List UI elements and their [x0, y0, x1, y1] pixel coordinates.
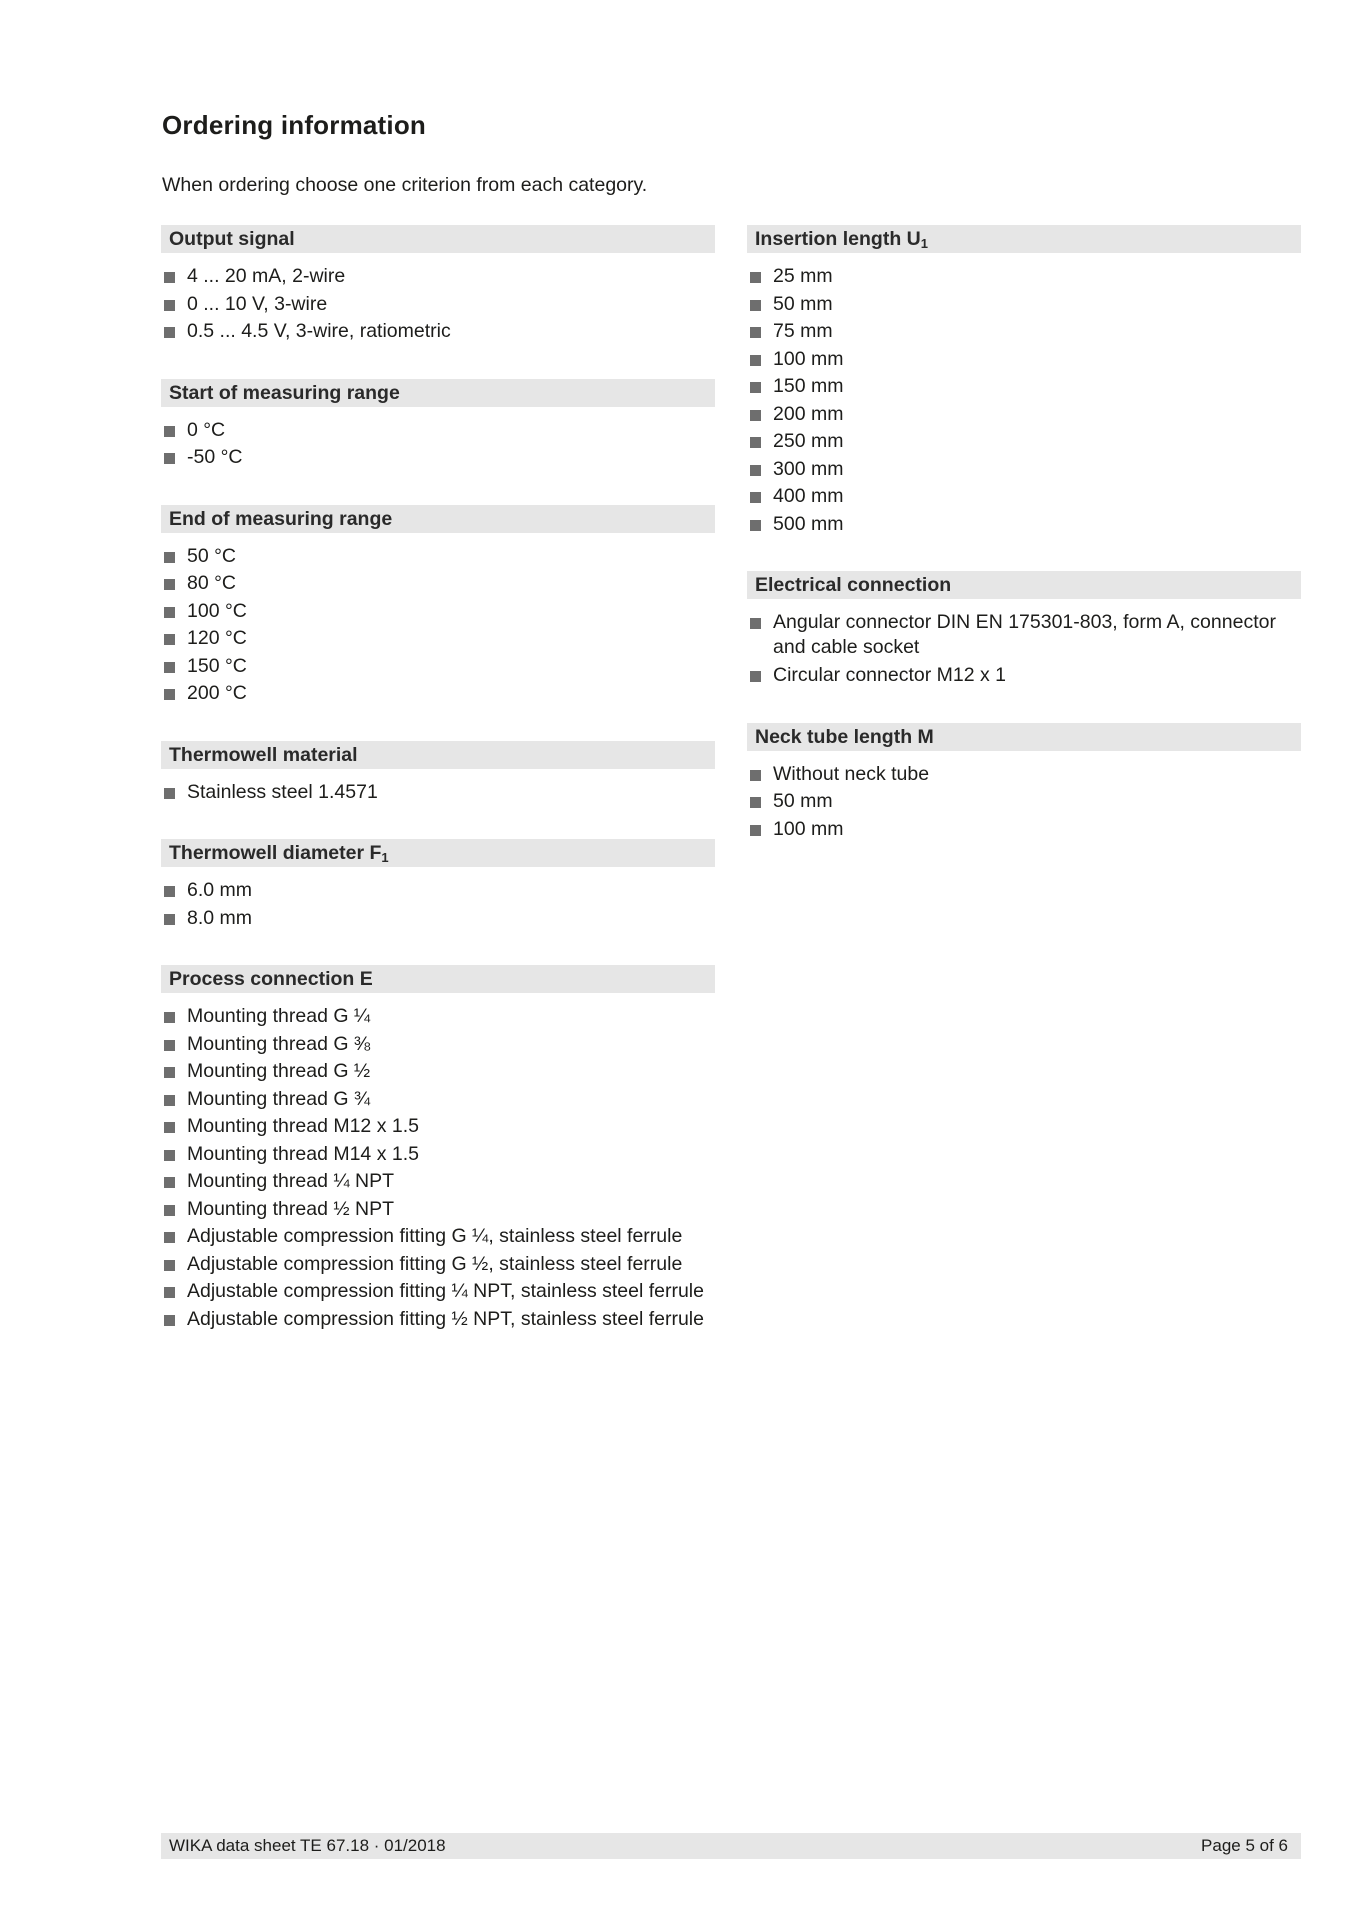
list-item-text: Mounting thread G ¼ [187, 1005, 371, 1027]
section-heading: Start of measuring range [161, 379, 715, 407]
square-bullet-icon [750, 825, 761, 836]
list-item [161, 1306, 715, 1334]
section-insertion-length [747, 225, 1301, 538]
list-item-text: Stainless steel 1.4571 [187, 780, 378, 803]
list-item [161, 291, 715, 319]
list-item [161, 877, 715, 905]
list-item-text: Angular connector DIN EN 175301-803, form A, connector and cable socket [773, 611, 1276, 658]
list-item-text: 100 mm [773, 817, 844, 840]
section-thermowell-material [161, 741, 715, 807]
list-item-text: 300 mm [773, 457, 844, 480]
section-heading: Thermowell material [161, 741, 715, 769]
left-column [161, 225, 715, 1333]
list-item [747, 816, 1301, 844]
list-item [747, 511, 1301, 539]
list-item-text: Adjustable compression fitting G ¼, stainless steel ferrule [187, 1225, 683, 1247]
section-output-signal [161, 225, 715, 346]
list-item [747, 263, 1301, 291]
square-bullet-icon [164, 886, 175, 897]
square-bullet-icon [164, 1150, 175, 1161]
square-bullet-icon [750, 770, 761, 781]
section-heading: Process connection E [161, 965, 715, 993]
option-list [161, 877, 715, 932]
list-item-text: Circular connector M12 x 1 [773, 664, 1007, 686]
heading-subscript: 1 [381, 850, 389, 865]
list-item-text: 25 mm [773, 265, 833, 287]
list-item [747, 483, 1301, 511]
square-bullet-icon [750, 437, 761, 448]
square-bullet-icon [164, 1122, 175, 1133]
list-item [161, 543, 715, 571]
list-item [747, 346, 1301, 374]
square-bullet-icon [750, 492, 761, 503]
square-bullet-icon [164, 1205, 175, 1216]
option-list [161, 1003, 715, 1333]
list-item [161, 1086, 715, 1114]
option-list [747, 263, 1301, 538]
square-bullet-icon [750, 272, 761, 283]
square-bullet-icon [750, 355, 761, 366]
list-item-text: 500 mm [773, 512, 844, 535]
option-list [161, 543, 715, 708]
list-item [161, 1251, 715, 1279]
square-bullet-icon [164, 272, 175, 283]
footer-page-number: Page 5 of 6 [1201, 1836, 1288, 1855]
list-item-text: 6.0 mm [187, 879, 253, 901]
square-bullet-icon [164, 453, 175, 464]
list-item-text: 50 mm [773, 292, 833, 315]
list-item [161, 263, 715, 291]
list-item [747, 428, 1301, 456]
list-item-text: 50 °C [187, 544, 236, 567]
list-item-text: 0.5 ... 4.5 V, 3-wire, ratiometric [187, 320, 451, 342]
section-heading [161, 839, 715, 867]
square-bullet-icon [164, 1315, 175, 1326]
section-start-of-measuring-range [161, 379, 715, 472]
list-item [161, 1223, 715, 1251]
list-item-text: Mounting thread M14 x 1.5 [187, 1142, 419, 1165]
list-item-text: 200 mm [773, 402, 844, 425]
list-item-text: Mounting thread G ⅜ [187, 1032, 371, 1055]
list-item-text: Mounting thread G ¾ [187, 1087, 371, 1110]
square-bullet-icon [750, 618, 761, 629]
list-item [747, 291, 1301, 319]
square-bullet-icon [164, 1177, 175, 1188]
list-item [161, 1113, 715, 1141]
square-bullet-icon [750, 797, 761, 808]
square-bullet-icon [750, 300, 761, 311]
list-item-text: 0 °C [187, 418, 226, 441]
section-heading [747, 225, 1301, 253]
list-item-text: 8.0 mm [187, 906, 253, 929]
list-item [747, 761, 1301, 789]
list-item-text: 400 mm [773, 485, 844, 507]
square-bullet-icon [164, 1232, 175, 1243]
list-item [161, 570, 715, 598]
square-bullet-icon [750, 465, 761, 476]
list-item-text: 250 mm [773, 430, 844, 452]
square-bullet-icon [164, 788, 175, 799]
square-bullet-icon [164, 327, 175, 338]
list-item [161, 1196, 715, 1224]
list-item [161, 598, 715, 626]
list-item [161, 417, 715, 445]
list-item-text: 75 mm [773, 320, 833, 342]
section-thermowell-diameter [161, 839, 715, 932]
section-heading-text: Thermowell diameter F [169, 842, 382, 864]
list-item-text: Mounting thread G ½ [187, 1060, 371, 1082]
section-heading: Output signal [161, 225, 715, 253]
section-heading: Neck tube length M [747, 723, 1301, 751]
list-item-text: 4 ... 20 mA, 2-wire [187, 265, 346, 287]
square-bullet-icon [164, 607, 175, 618]
option-list [161, 263, 715, 346]
square-bullet-icon [164, 634, 175, 645]
square-bullet-icon [164, 552, 175, 563]
list-item-text: 100 mm [773, 347, 844, 370]
square-bullet-icon [164, 426, 175, 437]
square-bullet-icon [750, 410, 761, 421]
list-item [161, 905, 715, 933]
page-footer [161, 1833, 1301, 1859]
list-item-text: Adjustable compression fitting G ½, stainless steel ferrule [187, 1252, 683, 1275]
list-item-text: 80 °C [187, 572, 236, 594]
list-item [161, 1058, 715, 1086]
list-item [747, 788, 1301, 816]
list-item [747, 318, 1301, 346]
list-item [161, 444, 715, 472]
section-neck-tube-length [747, 723, 1301, 844]
list-item [161, 1003, 715, 1031]
list-item-text: 150 °C [187, 654, 247, 677]
square-bullet-icon [164, 300, 175, 311]
square-bullet-icon [750, 671, 761, 682]
list-item-text: 100 °C [187, 599, 247, 622]
list-item [161, 779, 715, 807]
list-item-text: -50 °C [187, 446, 243, 468]
list-item-text: Mounting thread M12 x 1.5 [187, 1115, 419, 1137]
intro-text: When ordering choose one criterion from each category. [162, 174, 648, 196]
list-item-text: Adjustable compression fitting ¼ NPT, stainless steel ferrule [187, 1280, 704, 1302]
option-list [747, 761, 1301, 844]
list-item [161, 680, 715, 708]
square-bullet-icon [750, 327, 761, 338]
section-heading-text: Insertion length U [755, 228, 921, 250]
section-heading: Electrical connection [747, 571, 1301, 599]
list-item [747, 609, 1301, 662]
square-bullet-icon [164, 1040, 175, 1051]
option-list [747, 609, 1301, 690]
square-bullet-icon [164, 1067, 175, 1078]
section-end-of-measuring-range [161, 505, 715, 708]
list-item-text: 0 ... 10 V, 3-wire [187, 292, 328, 315]
section-electrical-connection [747, 571, 1301, 690]
option-list [161, 417, 715, 472]
square-bullet-icon [164, 662, 175, 673]
list-item [161, 653, 715, 681]
square-bullet-icon [164, 1095, 175, 1106]
square-bullet-icon [750, 520, 761, 531]
section-process-connection [161, 965, 715, 1333]
list-item-text: 120 °C [187, 627, 247, 649]
list-item-text: 50 mm [773, 790, 833, 812]
list-item-text: Adjustable compression fitting ½ NPT, stainless steel ferrule [187, 1307, 704, 1330]
list-item-text: Mounting thread ½ NPT [187, 1197, 395, 1220]
page-title: Ordering information [162, 110, 426, 140]
list-item [747, 401, 1301, 429]
list-item-text: 150 mm [773, 375, 844, 397]
list-item [747, 373, 1301, 401]
square-bullet-icon [164, 1012, 175, 1023]
list-item [161, 1278, 715, 1306]
footer-datasheet-ref: WIKA data sheet TE 67.18 · 01/2018 [169, 1836, 446, 1855]
right-column [747, 225, 1301, 843]
square-bullet-icon [164, 689, 175, 700]
list-item [161, 1168, 715, 1196]
section-heading: End of measuring range [161, 505, 715, 533]
option-list [161, 779, 715, 807]
list-item [161, 318, 715, 346]
square-bullet-icon [164, 1287, 175, 1298]
list-item [747, 662, 1301, 690]
list-item [161, 625, 715, 653]
list-item [747, 456, 1301, 484]
square-bullet-icon [750, 382, 761, 393]
list-item-text: 200 °C [187, 682, 247, 704]
list-item [161, 1141, 715, 1169]
list-item-text: Mounting thread ¼ NPT [187, 1170, 395, 1192]
square-bullet-icon [164, 914, 175, 925]
list-item [161, 1031, 715, 1059]
square-bullet-icon [164, 579, 175, 590]
square-bullet-icon [164, 1260, 175, 1271]
heading-subscript: 1 [920, 236, 928, 251]
list-item-text: Without neck tube [773, 762, 930, 785]
